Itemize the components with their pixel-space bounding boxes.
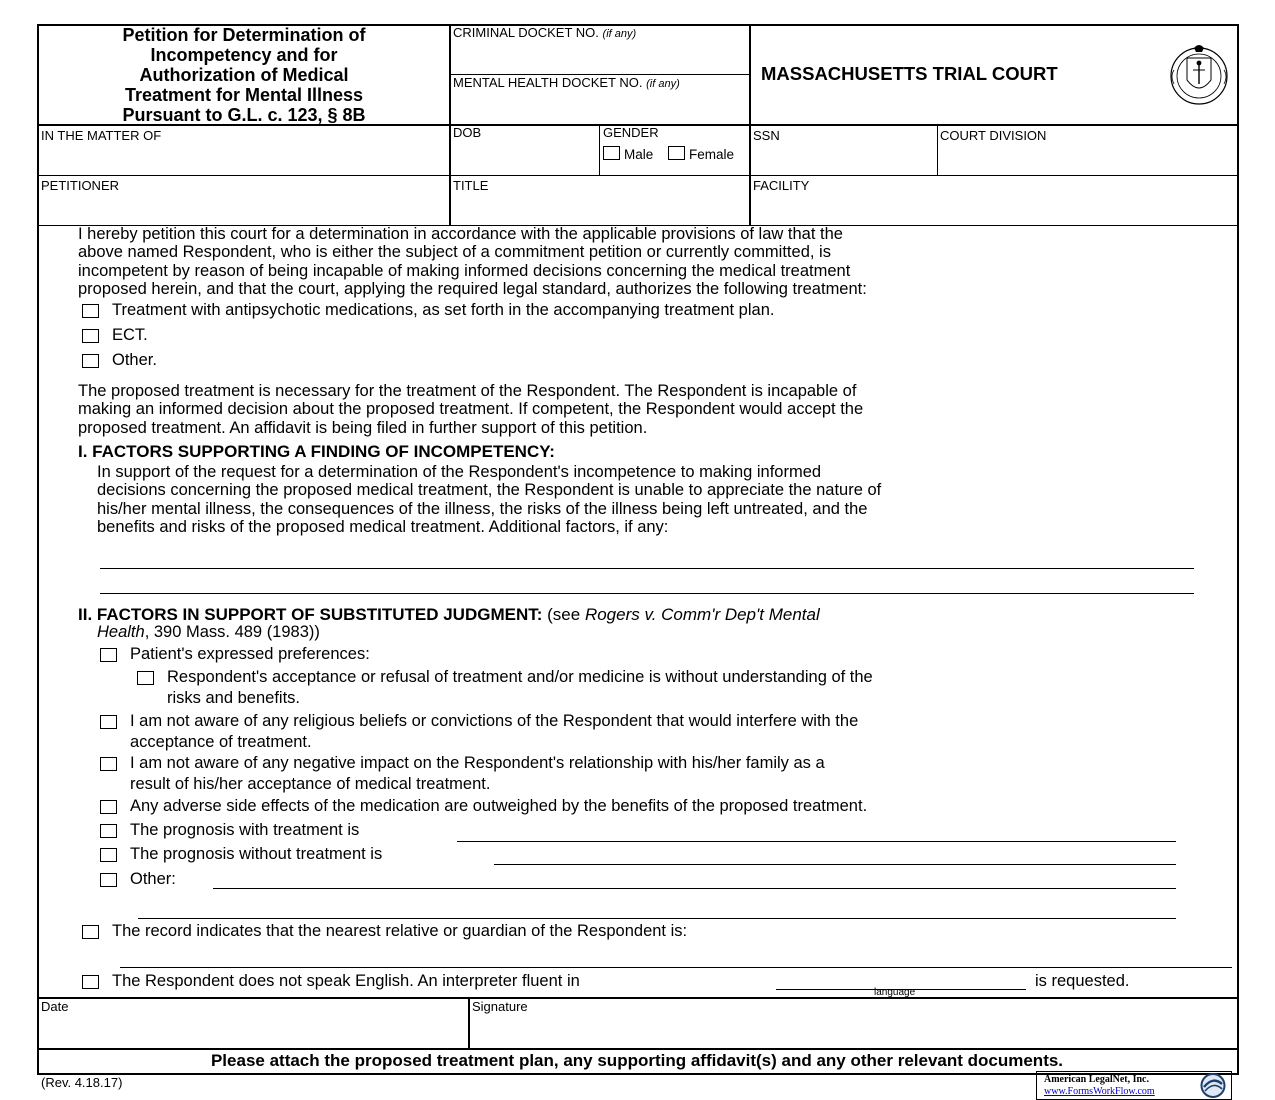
divider <box>38 997 1238 999</box>
male-option[interactable] <box>603 146 653 162</box>
treatment-antipsychotic-label: Treatment with antipsychotic medications, as set forth in the accompanying treatment plan. <box>112 301 775 319</box>
title-line-3: Authorization of Medical <box>139 65 349 85</box>
section-1-line: benefits and risks of the proposed medical treatment. Additional factors, if any: <box>97 517 669 536</box>
intro-line: above named Respondent, who is either the subject of a commitment petition or currently committed, is <box>78 243 831 262</box>
section-2-heading <box>78 605 820 625</box>
prognosis-with-checkbox[interactable] <box>100 824 117 838</box>
title-label: TITLE <box>453 178 489 193</box>
petitioner-label: PETITIONER <box>41 178 120 193</box>
treatment-other-checkbox[interactable] <box>82 354 99 368</box>
divider <box>937 124 938 175</box>
prognosis-without-checkbox[interactable] <box>100 848 117 862</box>
side-effects-checkbox[interactable] <box>100 800 117 814</box>
ssn-label: SSN <box>753 128 780 143</box>
divider <box>599 124 600 175</box>
treatment-ect-checkbox[interactable] <box>82 329 99 343</box>
necessity-line: making an informed decision about the proposed treatment. If competent, the Respondent would accept the <box>78 400 864 419</box>
necessity-paragraph <box>78 382 863 437</box>
intro-line: incompetent by reason of being incapable of making informed decisions concerning the medical treatment <box>78 261 851 280</box>
in-the-matter-of-field[interactable] <box>40 144 446 173</box>
criminal-docket-note: (if any) <box>602 28 637 40</box>
facility-label: FACILITY <box>753 178 810 193</box>
interpreter-checkbox[interactable] <box>82 975 99 989</box>
female-checkbox[interactable] <box>668 146 685 160</box>
female-option[interactable] <box>668 146 734 162</box>
interpreter-requested: is requested. <box>1035 972 1130 990</box>
title-line-5: Pursuant to G.L. c. 123, § 8B <box>122 105 366 125</box>
revision-label: (Rev. 4.18.17) <box>41 1075 123 1090</box>
court-division-label: COURT DIVISION <box>940 128 1047 143</box>
section-2-see: (see <box>547 605 581 624</box>
facility-field[interactable] <box>751 194 1235 223</box>
acceptance-label-2: risks and benefits. <box>167 689 300 707</box>
publisher-url[interactable]: www.FormsWorkFlow.com <box>1044 1086 1155 1097</box>
divider <box>38 175 1238 176</box>
attachment-note: Please attach the proposed treatment plan, any supporting affidavit(s) and any other relevant documents. <box>210 1051 1064 1070</box>
intro-paragraph <box>78 225 867 298</box>
section-2-title: II. FACTORS IN SUPPORT OF SUBSTITUTED JUDGMENT: <box>78 605 543 624</box>
section-2-case-cont: Health <box>97 623 145 641</box>
additional-factors-line-1[interactable] <box>100 568 1194 569</box>
title-line-1: Petition for Determination of <box>122 25 366 45</box>
side-effects-label: Any adverse side effects of the medication are outweighed by the benefits of the proposed treatment. <box>130 797 868 815</box>
section-2-case: Rogers v. Comm'r Dep't Mental <box>584 605 820 624</box>
male-label: Male <box>624 147 654 162</box>
male-checkbox[interactable] <box>603 146 620 160</box>
gender-label: GENDER <box>603 125 659 140</box>
dob-field[interactable] <box>451 142 597 173</box>
date-label: Date <box>41 999 69 1014</box>
intro-line: proposed herein, and that the court, applying the required legal standard, authorizes the following treatment: <box>78 279 867 298</box>
title-field[interactable] <box>451 194 747 223</box>
section-1-line: his/her mental illness, the consequences of the illness, the risks of the illness being left untreated, and the <box>97 499 868 518</box>
globe-icon <box>1197 1072 1229 1099</box>
mental-health-docket-label: MENTAL HEALTH DOCKET NO. (if any) <box>453 75 680 90</box>
acceptance-label-1: Respondent's acceptance or refusal of treatment and/or medicine is without understanding of the <box>167 668 873 686</box>
necessity-line: The proposed treatment is necessary for the treatment of the Respondent. The Respondent is incapable of <box>78 382 857 400</box>
prognosis-with-field[interactable] <box>457 841 1176 842</box>
section-1-paragraph <box>97 463 881 536</box>
petitioner-field[interactable] <box>40 194 446 223</box>
ssn-field[interactable] <box>751 144 935 173</box>
other-factors-field-2[interactable] <box>138 918 1176 919</box>
other-factors-label: Other: <box>130 870 176 888</box>
signature-label: Signature <box>472 999 528 1014</box>
religious-label-1: I am not aware of any religious beliefs or convictions of the Respondent that would interfere with the <box>130 712 859 730</box>
religious-label-2: acceptance of treatment. <box>130 733 312 751</box>
divider <box>38 1048 1238 1050</box>
publisher-name: American LegalNet, Inc. <box>1044 1074 1149 1085</box>
mental-health-docket-field[interactable] <box>451 92 747 122</box>
relative-label: The record indicates that the nearest relative or guardian of the Respondent is: <box>112 922 688 940</box>
additional-factors-line-2[interactable] <box>100 593 1194 594</box>
date-field[interactable] <box>40 1015 465 1046</box>
other-factors-field-1[interactable] <box>213 888 1176 889</box>
intro-line: I hereby petition this court for a determination in accordance with the applicable provisions of law that the <box>78 225 843 243</box>
prognosis-without-label: The prognosis without treatment is <box>130 845 383 863</box>
in-the-matter-of-label: IN THE MATTER OF <box>41 128 162 143</box>
section-1-line: decisions concerning the proposed medical treatment, the Respondent is unable to appreciate the nature of <box>97 481 882 500</box>
title-line-4: Treatment for Mental Illness <box>124 85 364 105</box>
relative-checkbox[interactable] <box>82 925 99 939</box>
court-name: MASSACHUSETTS TRIAL COURT <box>761 63 1058 84</box>
state-seal-icon <box>1160 40 1238 106</box>
treatment-other-label: Other. <box>112 351 157 369</box>
mental-health-docket-note: (if any) <box>646 78 680 90</box>
other-factors-checkbox[interactable] <box>100 873 117 887</box>
family-checkbox[interactable] <box>100 757 117 771</box>
interpreter-label: The Respondent does not speak English. An interpreter fluent in <box>112 972 580 990</box>
family-label-1: I am not aware of any negative impact on the Respondent's relationship with his/her family as a <box>130 754 825 772</box>
section-1-line: In support of the request for a determination of the Respondent's incompetence to making informed <box>97 463 822 481</box>
language-label: language <box>874 987 916 998</box>
necessity-line: proposed treatment. An affidavit is being filed in further support of this petition. <box>78 418 648 437</box>
family-label-2: result of his/her acceptance of medical treatment. <box>130 775 491 793</box>
form-title <box>40 25 448 123</box>
relative-field[interactable] <box>120 967 1232 968</box>
acceptance-checkbox[interactable] <box>137 671 154 685</box>
section-2-citation-text: , 390 Mass. 489 (1983)) <box>144 623 320 641</box>
title-line-2: Incompetency and for <box>150 45 338 65</box>
treatment-ect-label: ECT. <box>112 326 148 344</box>
treatment-antipsychotic-checkbox[interactable] <box>82 304 99 318</box>
religious-checkbox[interactable] <box>100 715 117 729</box>
court-division-field[interactable] <box>939 144 1235 173</box>
preferences-checkbox[interactable] <box>100 648 117 662</box>
section-1-heading: I. FACTORS SUPPORTING A FINDING OF INCOMPETENCY: <box>78 442 555 461</box>
preferences-label: Patient's expressed preferences: <box>130 645 370 663</box>
signature-field[interactable] <box>471 1015 1235 1046</box>
criminal-docket-field[interactable] <box>451 42 747 72</box>
criminal-docket-label: CRIMINAL DOCKET NO. (if any) <box>453 25 637 40</box>
prognosis-without-field[interactable] <box>494 864 1176 865</box>
dob-label: DOB <box>453 125 482 140</box>
divider <box>468 997 470 1049</box>
section-2-citation <box>97 623 320 642</box>
prognosis-with-label: The prognosis with treatment is <box>130 821 360 839</box>
female-label: Female <box>689 147 735 162</box>
